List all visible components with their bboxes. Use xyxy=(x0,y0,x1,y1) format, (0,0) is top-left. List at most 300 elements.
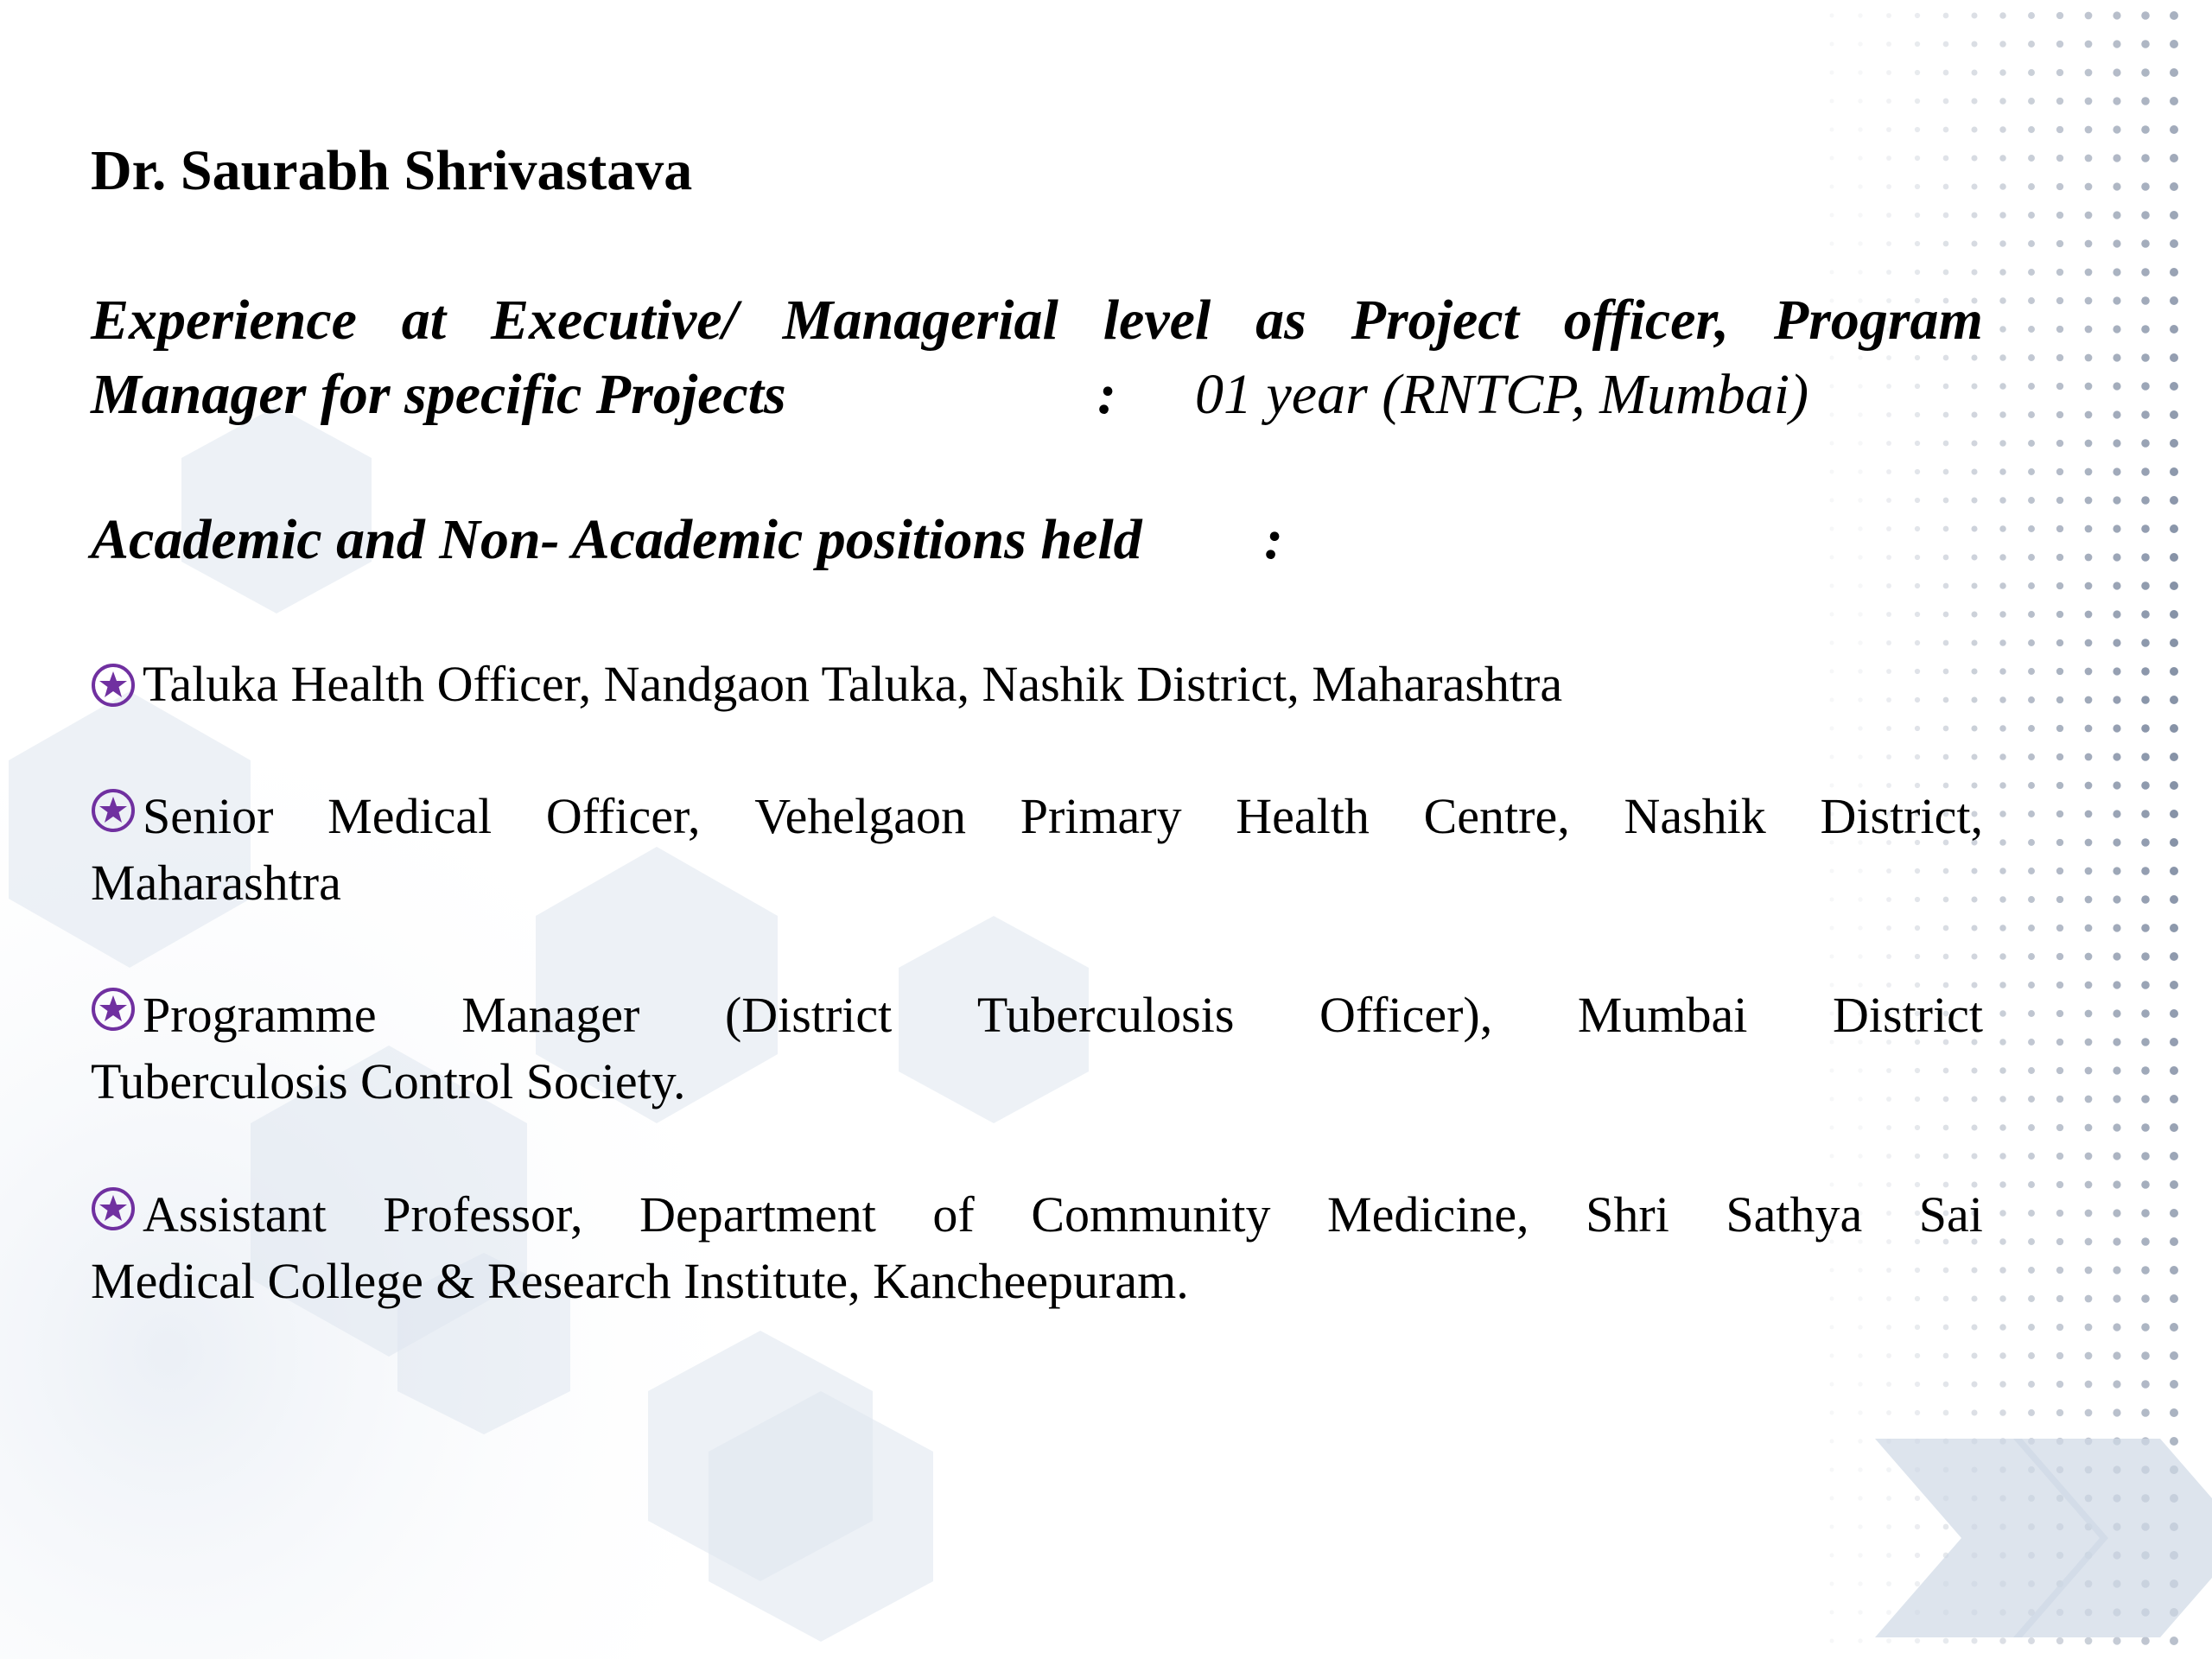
dot xyxy=(2028,896,2035,903)
dot xyxy=(2085,126,2093,134)
dot xyxy=(2113,211,2120,219)
dot xyxy=(2113,1038,2120,1046)
dot xyxy=(1999,354,2006,361)
word: Project xyxy=(1351,289,1519,352)
dot xyxy=(2056,1181,2063,1188)
dot xyxy=(2141,211,2150,219)
dot xyxy=(1999,41,2006,48)
dot xyxy=(2056,896,2063,903)
dot xyxy=(1999,12,2006,19)
dot xyxy=(2141,1038,2150,1046)
dot xyxy=(2113,781,2120,789)
dot xyxy=(2170,268,2178,276)
dot xyxy=(2141,439,2150,448)
dot xyxy=(2141,182,2150,191)
dot xyxy=(2056,725,2063,732)
dot xyxy=(2141,867,2150,875)
dot xyxy=(2141,753,2150,761)
dot xyxy=(2056,1238,2063,1245)
experience-value: 01 year (RNTCP, Mumbai) xyxy=(1195,363,1809,426)
dot xyxy=(2141,1180,2150,1189)
dot xyxy=(1999,1096,2006,1103)
dot xyxy=(2141,1294,2150,1303)
dot xyxy=(2028,582,2035,589)
dot xyxy=(2085,639,2093,647)
dot xyxy=(2170,211,2178,219)
dot xyxy=(2113,125,2120,133)
dot xyxy=(1999,696,2006,703)
first-word-group xyxy=(91,783,273,849)
word: Shri xyxy=(1586,1186,1669,1243)
dot xyxy=(2028,868,2035,874)
dot xyxy=(2028,725,2035,732)
dot xyxy=(2028,297,2035,304)
dot xyxy=(2113,1380,2120,1388)
dot xyxy=(2141,1237,2150,1246)
dot xyxy=(2170,867,2178,875)
position-line1 xyxy=(91,1181,1983,1248)
dot xyxy=(2085,269,2093,276)
dot xyxy=(1999,1267,2006,1274)
dot xyxy=(1999,810,2006,817)
dot xyxy=(2113,639,2120,646)
dot xyxy=(2170,239,2178,248)
experience-label-line2 xyxy=(91,358,1983,432)
dot xyxy=(1999,611,2006,618)
dot xyxy=(2085,98,2093,105)
dot xyxy=(2085,240,2093,248)
dot xyxy=(1999,668,2006,675)
dot xyxy=(2085,782,2093,790)
dot xyxy=(2141,40,2150,48)
dot xyxy=(2085,725,2093,733)
word: Centre, xyxy=(1423,788,1570,844)
position-item-2 xyxy=(91,783,1983,916)
dot xyxy=(1999,982,2006,988)
dot xyxy=(2085,1124,2093,1132)
dot xyxy=(2056,611,2063,618)
dot xyxy=(1999,1210,2006,1217)
dot xyxy=(2141,524,2150,533)
word: Experience xyxy=(91,289,357,352)
dot xyxy=(2141,268,2150,276)
dot xyxy=(2056,1409,2063,1416)
word: Executive/ xyxy=(491,289,738,352)
word: District, xyxy=(1820,788,1983,844)
dot xyxy=(2056,269,2063,276)
dot xyxy=(1999,383,2006,390)
word: level xyxy=(1103,289,1211,352)
position-line2: Medical College & Research Institute, Kancheepuram. xyxy=(91,1253,1189,1309)
dot xyxy=(1999,440,2006,447)
dot xyxy=(2085,1409,2093,1417)
dot xyxy=(2170,1095,2178,1103)
dot xyxy=(2028,98,2035,105)
dot xyxy=(1999,639,2006,646)
dot xyxy=(2028,839,2035,846)
star-circle-icon xyxy=(91,788,136,833)
dot xyxy=(2113,696,2120,703)
dot xyxy=(2170,1180,2178,1189)
dot xyxy=(2056,1039,2063,1046)
dot xyxy=(2170,524,2178,533)
dot xyxy=(2141,667,2150,676)
dot xyxy=(2170,1408,2178,1417)
dot xyxy=(2141,724,2150,733)
dot xyxy=(2085,1010,2093,1018)
dot xyxy=(2085,582,2093,590)
dot xyxy=(2028,468,2035,475)
dot xyxy=(1999,1124,2006,1131)
dot xyxy=(2170,40,2178,48)
word: Department xyxy=(639,1186,876,1243)
dot xyxy=(2170,1294,2178,1303)
dot xyxy=(2113,1180,2120,1188)
experience-label-end: Manager for specific Projects xyxy=(91,363,786,426)
dot xyxy=(2028,668,2035,675)
dot xyxy=(1999,582,2006,589)
dot xyxy=(2170,981,2178,989)
dot xyxy=(2113,1095,2120,1103)
dot xyxy=(2028,1010,2035,1017)
dot xyxy=(2028,1153,2035,1160)
dot xyxy=(2085,155,2093,162)
word: Medicine, xyxy=(1327,1186,1529,1243)
dot xyxy=(2085,1210,2093,1217)
dot xyxy=(2113,1152,2120,1160)
dot xyxy=(2113,68,2120,76)
dot xyxy=(2056,1352,2063,1359)
dot xyxy=(2170,1038,2178,1046)
dot xyxy=(2141,410,2150,419)
dot xyxy=(2141,154,2150,162)
dot xyxy=(2113,1294,2120,1302)
dot xyxy=(2170,582,2178,590)
experience-block xyxy=(91,283,1983,432)
dot xyxy=(2056,753,2063,760)
dot xyxy=(2056,12,2063,19)
dot xyxy=(2170,439,2178,448)
dot xyxy=(2113,268,2120,276)
dot xyxy=(2113,1237,2120,1245)
dot xyxy=(2056,468,2063,475)
word: (District xyxy=(724,987,893,1043)
dot xyxy=(1999,1010,2006,1017)
position-line xyxy=(91,651,1983,717)
dot xyxy=(2170,1637,2178,1645)
dot xyxy=(1999,1352,2006,1359)
dot xyxy=(2141,639,2150,647)
dot xyxy=(2056,98,2063,105)
position-line1 xyxy=(91,982,1983,1048)
dot xyxy=(2085,868,2093,875)
dot xyxy=(2056,810,2063,817)
dot xyxy=(2113,553,2120,561)
dot xyxy=(2085,1153,2093,1160)
dot xyxy=(2170,724,2178,733)
dot xyxy=(1999,468,2006,475)
dot xyxy=(2170,1152,2178,1160)
position-text: Taluka Health Officer, Nandgaon Taluka, Nashik District, Maharashtra xyxy=(143,656,1563,712)
dot xyxy=(2141,1266,2150,1274)
dot xyxy=(2170,1437,2178,1446)
dot xyxy=(2085,554,2093,562)
positions-heading xyxy=(91,505,1473,575)
dot xyxy=(2028,12,2035,19)
dot xyxy=(2056,1295,2063,1302)
dot xyxy=(2170,639,2178,647)
dot xyxy=(2113,439,2120,447)
dot xyxy=(2085,1267,2093,1274)
dot xyxy=(1999,269,2006,276)
word: as xyxy=(1255,289,1306,352)
dot xyxy=(2170,410,2178,419)
dot xyxy=(2085,1039,2093,1046)
dot xyxy=(1999,753,2006,760)
dot xyxy=(2085,1381,2093,1389)
dot xyxy=(1999,1637,2006,1644)
dot xyxy=(2028,1381,2035,1388)
dot xyxy=(2113,239,2120,247)
dot xyxy=(2028,497,2035,504)
dot xyxy=(2113,838,2120,846)
dot xyxy=(1999,411,2006,418)
word: Senior xyxy=(143,788,274,844)
dot xyxy=(2113,1066,2120,1074)
dot xyxy=(1999,725,2006,732)
dot xyxy=(2141,553,2150,562)
dot xyxy=(1999,240,2006,247)
dot xyxy=(2113,1266,2120,1274)
dot xyxy=(2170,1066,2178,1075)
dot xyxy=(2056,1210,2063,1217)
dot xyxy=(2141,1380,2150,1389)
dot xyxy=(1999,1153,2006,1160)
dot xyxy=(2056,782,2063,789)
dot xyxy=(1999,98,2006,105)
dot xyxy=(2170,781,2178,790)
word: Medical xyxy=(327,788,493,844)
dot xyxy=(2028,155,2035,162)
dot xyxy=(2085,468,2093,476)
dot xyxy=(2028,440,2035,447)
dot xyxy=(2056,668,2063,675)
dot xyxy=(2141,981,2150,989)
dot xyxy=(2028,126,2035,133)
dot xyxy=(2141,1209,2150,1217)
dot xyxy=(2085,440,2093,448)
dot xyxy=(2170,154,2178,162)
dot xyxy=(2056,411,2063,418)
dot xyxy=(2170,1351,2178,1360)
star-circle-icon xyxy=(91,987,136,1032)
dot xyxy=(2028,1352,2035,1359)
dot xyxy=(2056,696,2063,703)
dot xyxy=(2056,639,2063,646)
dot xyxy=(2028,1039,2035,1046)
dot xyxy=(2170,125,2178,134)
dot xyxy=(2113,325,2120,333)
word: Managerial xyxy=(782,289,1058,352)
dot xyxy=(2028,554,2035,561)
dot xyxy=(2141,1351,2150,1360)
dot xyxy=(2028,525,2035,532)
dot xyxy=(2141,810,2150,818)
dot xyxy=(2170,296,2178,305)
dot xyxy=(2170,696,2178,704)
dot xyxy=(2113,467,2120,475)
dot xyxy=(2170,11,2178,20)
dot xyxy=(2056,1637,2063,1644)
dot xyxy=(2113,1637,2120,1644)
position-line2: Tuberculosis Control Society. xyxy=(91,1053,686,1109)
dot xyxy=(2170,924,2178,932)
dot xyxy=(2113,11,2120,19)
word: Professor, xyxy=(383,1186,583,1243)
dot xyxy=(2085,383,2093,391)
dot xyxy=(2141,1095,2150,1103)
dot xyxy=(1999,497,2006,504)
dot xyxy=(2028,1067,2035,1074)
dot xyxy=(2056,69,2063,76)
dot xyxy=(2113,1408,2120,1416)
dot xyxy=(2113,524,2120,532)
dot xyxy=(2170,753,2178,761)
dot xyxy=(2113,1351,2120,1359)
dot xyxy=(2113,1209,2120,1217)
dot xyxy=(2170,1323,2178,1332)
dot xyxy=(2085,212,2093,219)
dot xyxy=(2113,610,2120,618)
dot xyxy=(2141,1123,2150,1132)
dot xyxy=(2113,924,2120,931)
dot xyxy=(2028,810,2035,817)
dot xyxy=(2056,868,2063,874)
word: Mumbai xyxy=(1577,987,1748,1043)
dot xyxy=(2028,1324,2035,1331)
dot xyxy=(2028,69,2035,76)
dot xyxy=(2141,1009,2150,1018)
dot xyxy=(2085,839,2093,847)
position-item-4 xyxy=(91,1181,1983,1314)
dot xyxy=(2170,97,2178,105)
dot xyxy=(2170,1266,2178,1274)
dot xyxy=(2056,839,2063,846)
dot xyxy=(2056,525,2063,532)
dot xyxy=(2028,1124,2035,1131)
experience-label-line1 xyxy=(91,283,1983,358)
dot xyxy=(2085,12,2093,20)
dot xyxy=(2170,610,2178,619)
dot xyxy=(2170,496,2178,505)
word: Officer, xyxy=(545,788,701,844)
dot xyxy=(1999,212,2006,219)
dot xyxy=(2085,525,2093,533)
position-line2: Maharashtra xyxy=(91,855,341,911)
dot xyxy=(1999,1067,2006,1074)
dot xyxy=(1999,1295,2006,1302)
word: Officer), xyxy=(1319,987,1493,1043)
dot xyxy=(2085,1096,2093,1103)
dot xyxy=(2085,611,2093,619)
dot xyxy=(2028,982,2035,988)
dot xyxy=(2056,953,2063,960)
dot xyxy=(2113,40,2120,48)
word: at xyxy=(401,289,447,352)
word: Sathya xyxy=(1726,1186,1863,1243)
star-circle-icon xyxy=(91,1186,136,1231)
dot xyxy=(2056,240,2063,247)
dot xyxy=(2170,1209,2178,1217)
dot xyxy=(2170,810,2178,818)
dot xyxy=(2170,1123,2178,1132)
dot xyxy=(2141,1323,2150,1332)
dot xyxy=(2141,838,2150,847)
dot xyxy=(2141,97,2150,105)
dot xyxy=(2056,1267,2063,1274)
dot xyxy=(2170,667,2178,676)
dot xyxy=(2028,212,2035,219)
dot xyxy=(2028,953,2035,960)
word: of xyxy=(932,1186,975,1243)
dot xyxy=(2085,925,2093,932)
dot xyxy=(2141,781,2150,790)
dot xyxy=(1999,126,2006,133)
dot xyxy=(1999,155,2006,162)
dot xyxy=(2028,240,2035,247)
dot xyxy=(2056,212,2063,219)
dot xyxy=(2056,1096,2063,1103)
dot xyxy=(2113,1323,2120,1331)
word: Tuberculosis xyxy=(976,987,1235,1043)
dot xyxy=(2170,382,2178,391)
dot xyxy=(2141,1152,2150,1160)
word: Vehelgaon xyxy=(754,788,966,844)
dot xyxy=(2028,354,2035,361)
first-word-group xyxy=(91,1181,327,1248)
dot xyxy=(1999,1039,2006,1046)
dot xyxy=(2056,925,2063,931)
dot xyxy=(2170,353,2178,362)
dot xyxy=(1999,1381,2006,1388)
dot xyxy=(2085,183,2093,191)
dot xyxy=(2085,1295,2093,1303)
word: Manager xyxy=(461,987,640,1043)
positions-heading-text: Academic and Non- Academic positions held xyxy=(91,508,1142,571)
slide-content xyxy=(91,0,1983,1659)
dot xyxy=(2085,1238,2093,1246)
dot xyxy=(2170,1380,2178,1389)
position-line1 xyxy=(91,783,1983,849)
word: Health xyxy=(1236,788,1370,844)
dot xyxy=(2170,325,2178,334)
dot xyxy=(2141,696,2150,704)
dot xyxy=(2170,1009,2178,1018)
dot xyxy=(2113,296,2120,304)
dot xyxy=(2085,668,2093,676)
dot xyxy=(2056,440,2063,447)
dot xyxy=(2028,183,2035,190)
dot xyxy=(2170,952,2178,961)
dot xyxy=(2056,1324,2063,1331)
dot xyxy=(1999,554,2006,561)
dot xyxy=(2085,1324,2093,1332)
dot xyxy=(2056,582,2063,589)
dot xyxy=(2085,326,2093,334)
dot xyxy=(2141,1066,2150,1075)
dot xyxy=(2056,982,2063,988)
dot xyxy=(1999,1324,2006,1331)
